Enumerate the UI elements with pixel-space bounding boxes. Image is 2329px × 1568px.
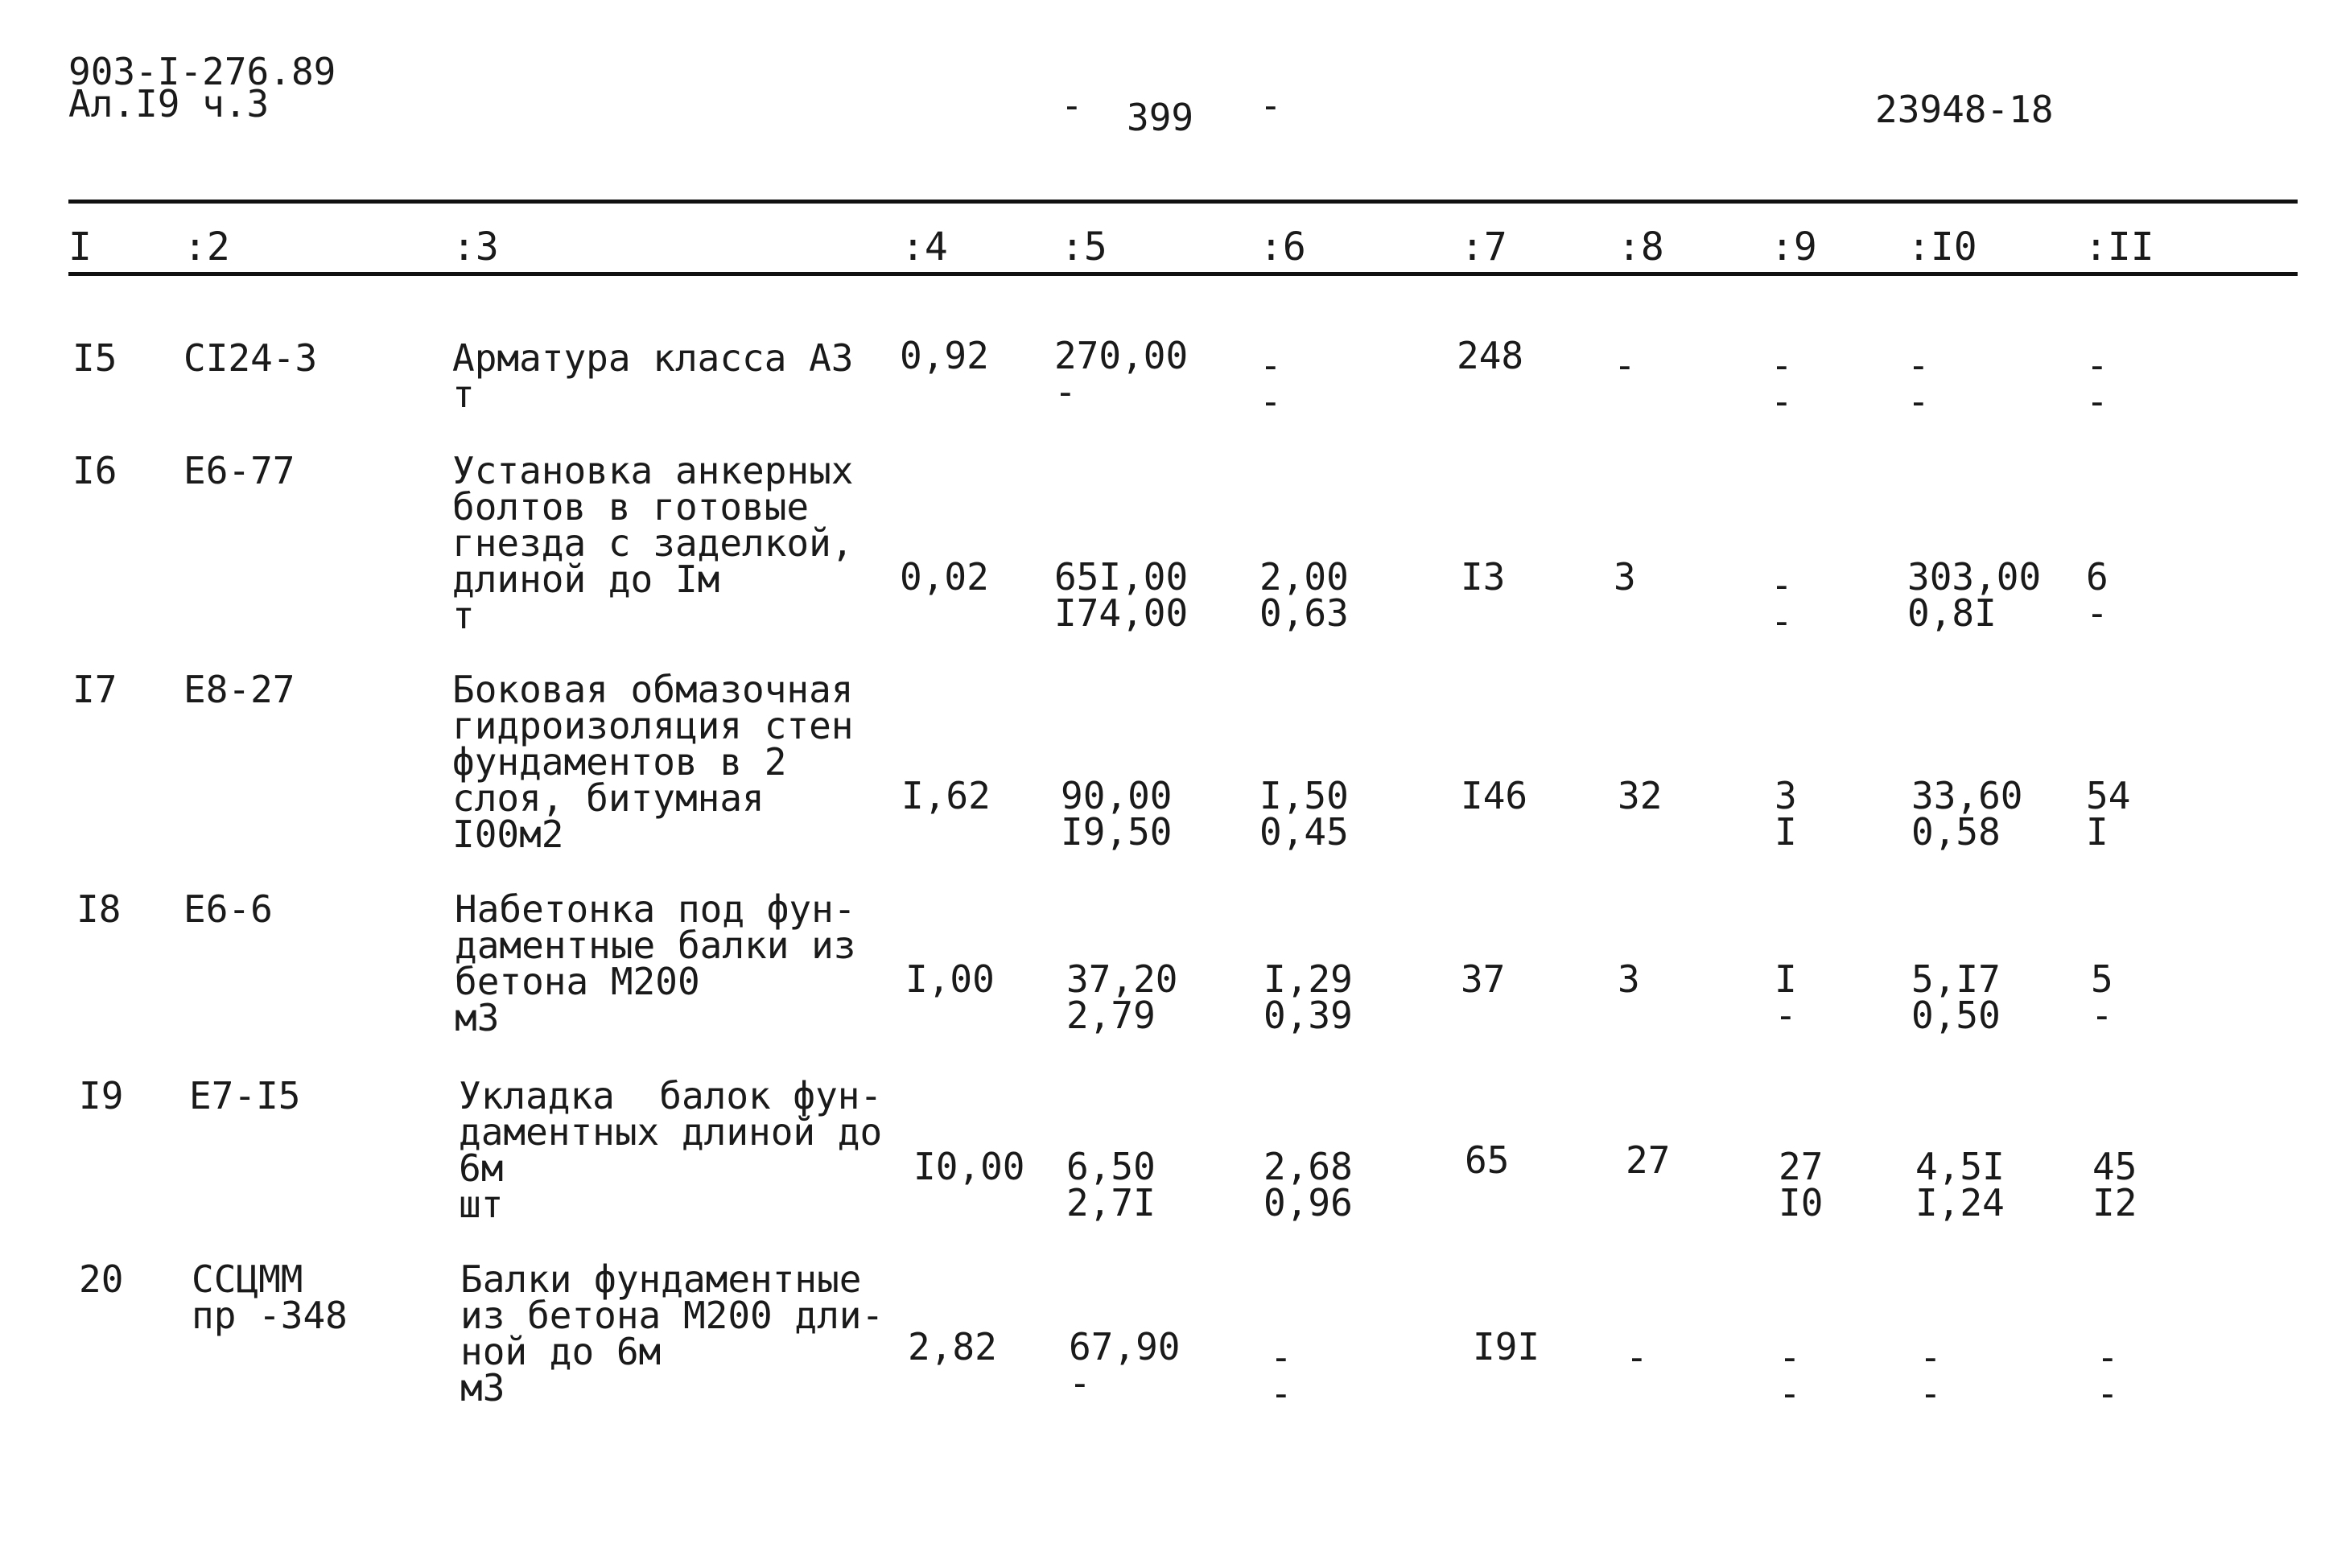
norm-code: ССЦММ пр -348 [192, 1257, 348, 1337]
col10-value: 33,60 0,58 [1911, 774, 2023, 854]
row-number: I6 [72, 449, 117, 492]
col11-value: 5 - [2091, 957, 2113, 1037]
inventory-number: 23948-18 [1875, 88, 2054, 131]
col9-value: I - [1775, 957, 1797, 1037]
col8-value: - [1626, 1335, 1648, 1379]
col5-value: 67,90 - [1069, 1325, 1181, 1405]
norm-code: E7-I5 [189, 1074, 301, 1117]
col11-value: - - [2096, 1335, 2119, 1415]
col8-value: 27 [1626, 1138, 1671, 1182]
col6-value: 2,00 0,63 [1259, 555, 1349, 635]
col5-value: 6,50 2,7I [1066, 1145, 1156, 1224]
page-number: 399 [1127, 96, 1194, 139]
col10-value: - - [1919, 1335, 1942, 1415]
col6-value: I,50 0,45 [1259, 774, 1349, 854]
col7-value: 65 [1465, 1138, 1510, 1182]
col7-value: 248 [1457, 334, 1524, 377]
norm-code: E6-77 [183, 449, 295, 492]
col-header-9: :9 [1770, 224, 1817, 270]
col10-value: 4,5I I,24 [1915, 1145, 2005, 1224]
col9-value: 3 I [1775, 774, 1797, 854]
col8-value: 3 [1618, 957, 1640, 1001]
col11-value: - - [2086, 344, 2108, 423]
quantity: 2,82 [908, 1325, 997, 1368]
col5-value: 90,00 I9,50 [1061, 774, 1173, 854]
quantity: 0,92 [900, 334, 989, 377]
album-part: Ал.I9 ч.3 [68, 82, 270, 126]
col-header-4: :4 [901, 224, 948, 270]
col11-value: 6 - [2086, 555, 2108, 635]
quantity: 0,02 [900, 555, 989, 599]
col-header-7: :7 [1461, 224, 1507, 270]
col5-value: 37,20 2,79 [1066, 957, 1178, 1037]
col9-value: - - [1770, 344, 1793, 423]
col10-value: - - [1907, 344, 1930, 423]
work-description: Набетонка под фун- даментные балки из бетона М200 м3 [455, 887, 856, 1039]
document-code: 903-I-276.89 [68, 50, 336, 93]
work-description: Балки фундаментные из бетона М200 дли- ной до 6м м3 [460, 1257, 884, 1410]
col-header-11: :II [2084, 224, 2154, 270]
row-number: I7 [72, 668, 117, 711]
col-header-10: :I0 [1907, 224, 1977, 270]
col9-value: - - [1770, 563, 1793, 643]
col8-value: - [1614, 344, 1636, 387]
col7-value: I46 [1461, 774, 1528, 817]
col7-value: 37 [1461, 957, 1506, 1001]
work-description: Боковая обмазочная гидроизоляция стен фундаментов в 2 слоя, битумная I00м2 [452, 668, 854, 856]
row-number: I5 [72, 336, 117, 380]
col9-value: - - [1779, 1335, 1801, 1415]
col6-value: 2,68 0,96 [1263, 1145, 1353, 1224]
col-header-8: :8 [1618, 224, 1664, 270]
row-number: I9 [79, 1074, 124, 1117]
col10-value: 303,00 0,8I [1907, 555, 2042, 635]
col-header-6: :6 [1259, 224, 1306, 270]
quantity: I0,00 [913, 1145, 1025, 1188]
column-header-rule [68, 272, 2298, 276]
page-dash-left: - [1061, 84, 1083, 127]
col-header-2: :2 [183, 224, 230, 270]
norm-code: CI24-3 [183, 336, 318, 380]
col8-value: 3 [1614, 555, 1636, 599]
work-description: Укладка балок фун- даментных длиной до 6м шт [459, 1074, 883, 1226]
row-number: 20 [79, 1257, 124, 1301]
col10-value: 5,I7 0,50 [1911, 957, 2001, 1037]
row-number: I8 [76, 887, 122, 931]
col6-value: I,29 0,39 [1263, 957, 1353, 1037]
col-header-3: :3 [452, 224, 499, 270]
quantity: I,62 [901, 774, 991, 817]
quantity: I,00 [905, 957, 995, 1001]
col11-value: 45 I2 [2092, 1145, 2137, 1224]
col8-value: 32 [1618, 774, 1663, 817]
col7-value: I9I [1473, 1325, 1540, 1368]
col5-value: 270,00 - [1054, 334, 1189, 414]
table-top-rule [68, 200, 2298, 204]
col6-value: - - [1270, 1335, 1292, 1415]
col-header-1: I [68, 224, 92, 270]
work-description: Арматура класса А3 т [452, 336, 854, 416]
col11-value: 54 I [2086, 774, 2131, 854]
col9-value: 27 I0 [1779, 1145, 1824, 1224]
col5-value: 65I,00 I74,00 [1054, 555, 1189, 635]
work-description: Установка анкерных болтов в готовые гнезда с заделкой, длиной до Iм т [452, 449, 854, 637]
norm-code: E6-6 [183, 887, 273, 931]
page-dash-right: - [1259, 84, 1282, 127]
col6-value: - - [1259, 344, 1282, 423]
col7-value: I3 [1461, 555, 1506, 599]
norm-code: E8-27 [183, 668, 295, 711]
col-header-5: :5 [1061, 224, 1107, 270]
